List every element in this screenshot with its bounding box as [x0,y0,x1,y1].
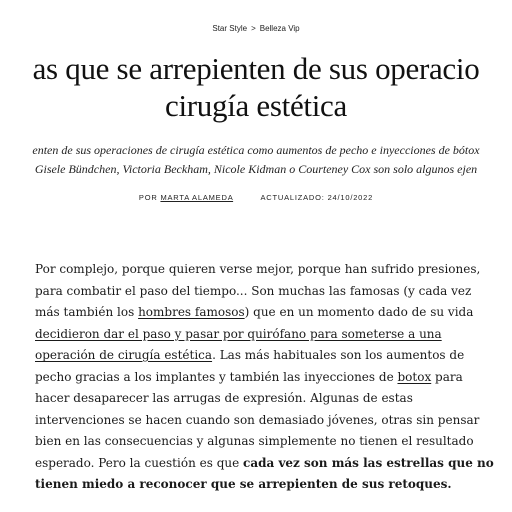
updated-label: ACTUALIZADO: [260,193,325,202]
byline-label: POR [138,193,158,202]
breadcrumb [0,24,512,33]
body-line: para combatir el paso del tiempo... Son muchas las famosas (y cada vez [35,283,472,298]
breadcrumb-belleza-vip[interactable]: Belleza Vip [259,24,300,33]
link-botox[interactable]: botox [397,369,432,384]
body-line: hacer desaparecer las arrugas de expresión. Algunas de estas [35,391,413,405]
article-title-line-1: as que se arrepienten de sus operacio [32,51,480,86]
article-body [35,259,494,496]
body-line: pecho gracias a los implantes y también las inyecciones de botox para [35,369,463,384]
body-line: Por complejo, porque quieren verse mejor, porque han sufrido presiones, [35,262,481,276]
updated-date: 24/10/2022 [327,193,374,202]
author-link[interactable]: MARTA ALAMEDA [160,193,234,202]
body-line: esperado. Pero la cuestión es que cada vez son más las estrellas que no [35,455,494,470]
body-line: intervenciones se hacen cuando son demasiado jóvenes, otras sin pensar [35,412,480,427]
breadcrumb-separator: > [251,24,256,33]
body-line: bien en las consecuencias y algunas simplemente no tienen el resultado [35,434,474,448]
body-line: operación de cirugía estética. Las más habituales son los aumentos de [35,348,465,362]
breadcrumb-star-style[interactable]: Star Style [212,24,248,33]
link-cirugia-estetica-part-1[interactable]: decidieron dar el paso y pasar por quirófano para someterse a una [35,326,442,341]
body-line [35,474,480,496]
link-cirugia-estetica-part-2[interactable]: operación de cirugía estética [35,348,213,362]
body-line [35,324,480,346]
link-hombres-famosos[interactable]: hombres famosos [138,305,245,319]
bold-highlight-part-2: tienen miedo a reconocer que se arrepienten de sus retoques. [35,477,452,491]
article-title-line-2: cirugía estética [165,88,347,123]
bold-highlight-part-1: cada vez son más las estrellas que no [243,455,494,470]
article-subtitle-line-2: Gisele Bündchen, Victoria Beckham, Nicole Kidman o Courteney Cox son solo algunos ejen [34,162,478,176]
article-meta [0,193,512,202]
body-line: más también los hombres famosos) que en un momento dado de su vida [35,305,474,319]
article-subtitle-line-1: enten de sus operaciones de cirugía estética como aumentos de pecho e inyecciones de bótox [32,143,480,157]
